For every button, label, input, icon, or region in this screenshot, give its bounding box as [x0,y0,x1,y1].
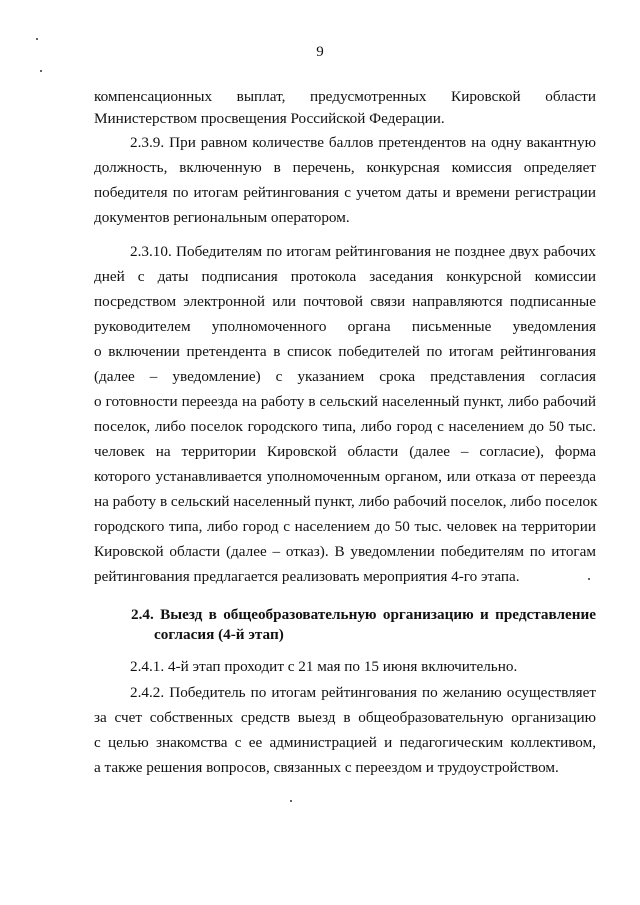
paragraph-2-4-1: 2.4.1. 4-й этап проходит с 21 мая по 15 июня включительно. [130,658,518,675]
scan-speck [36,38,38,40]
page-number: 9 [316,44,324,60]
text-line: Кировской области (далее – отказ). В уведомлении победителям по итогам [94,543,596,560]
text-line: руководителем уполномоченного органа письменные уведомления [94,318,596,335]
text-line: которого устанавливается уполномоченным органом, или отказа от переезда [94,468,596,485]
section-heading-2-4-cont: согласия (4-й этап) [154,626,284,643]
text-line: человек на территории Кировской области (далее – согласие), форма [94,443,596,460]
scan-speck [588,578,590,580]
text-line: документов региональным оператором. [94,209,350,226]
text-line: поселок, либо поселок городского типа, либо город с населением до 50 тыс. [94,418,596,435]
text-line: посредством электронной или почтовой связи направляются подписанные [94,293,596,310]
scan-speck [40,70,42,72]
section-heading-2-4: 2.4. Выезд в общеобразовательную организацию и представление [131,606,596,623]
text-line: дней с даты подписания протокола заседания конкурсной комиссии [94,268,596,285]
text-line: за счет собственных средств выезд в общеобразовательную организацию [94,709,596,726]
text-line: (далее – уведомление) с указанием срока представления согласия [94,368,596,385]
text-line: рейтингования предлагается реализовать мероприятия 4-го этапа. [94,568,520,585]
text-line: должность, включенную в перечень, конкурсная комиссия определяет [94,159,596,176]
text-line: городского типа, либо город с населением до 50 тыс. человек на территории [94,518,596,535]
text-line: о готовности переезда на работу в сельский населенный пункт, либо рабочий [94,393,596,410]
paragraph-2-3-10-start: 2.3.10. Победителям по итогам рейтингования не позднее двух рабочих [130,243,596,260]
paragraph-2-4-2-start: 2.4.2. Победитель по итогам рейтингования по желанию осуществляет [130,684,596,701]
text-line: с целью знакомства с ее администрацией и педагогическим коллективом, [94,734,596,751]
text-line: Министерством просвещения Российской Федерации. [94,110,445,127]
text-line: победителя по итогам рейтингования с учетом даты и времени регистрации [94,184,596,201]
text-line: а также решения вопросов, связанных с переездом и трудоустройством. [94,759,559,776]
text-line: на работу в сельский населенный пункт, либо рабочий поселок, либо поселок [94,493,598,510]
text-line: компенсационных выплат, предусмотренных Кировской области [94,88,596,105]
scan-speck [290,800,292,802]
paragraph-2-3-9-start: 2.3.9. При равном количестве баллов претендентов на одну вакантную [130,134,596,151]
text-line: о включении претендента в список победителей по итогам рейтингования [94,343,596,360]
